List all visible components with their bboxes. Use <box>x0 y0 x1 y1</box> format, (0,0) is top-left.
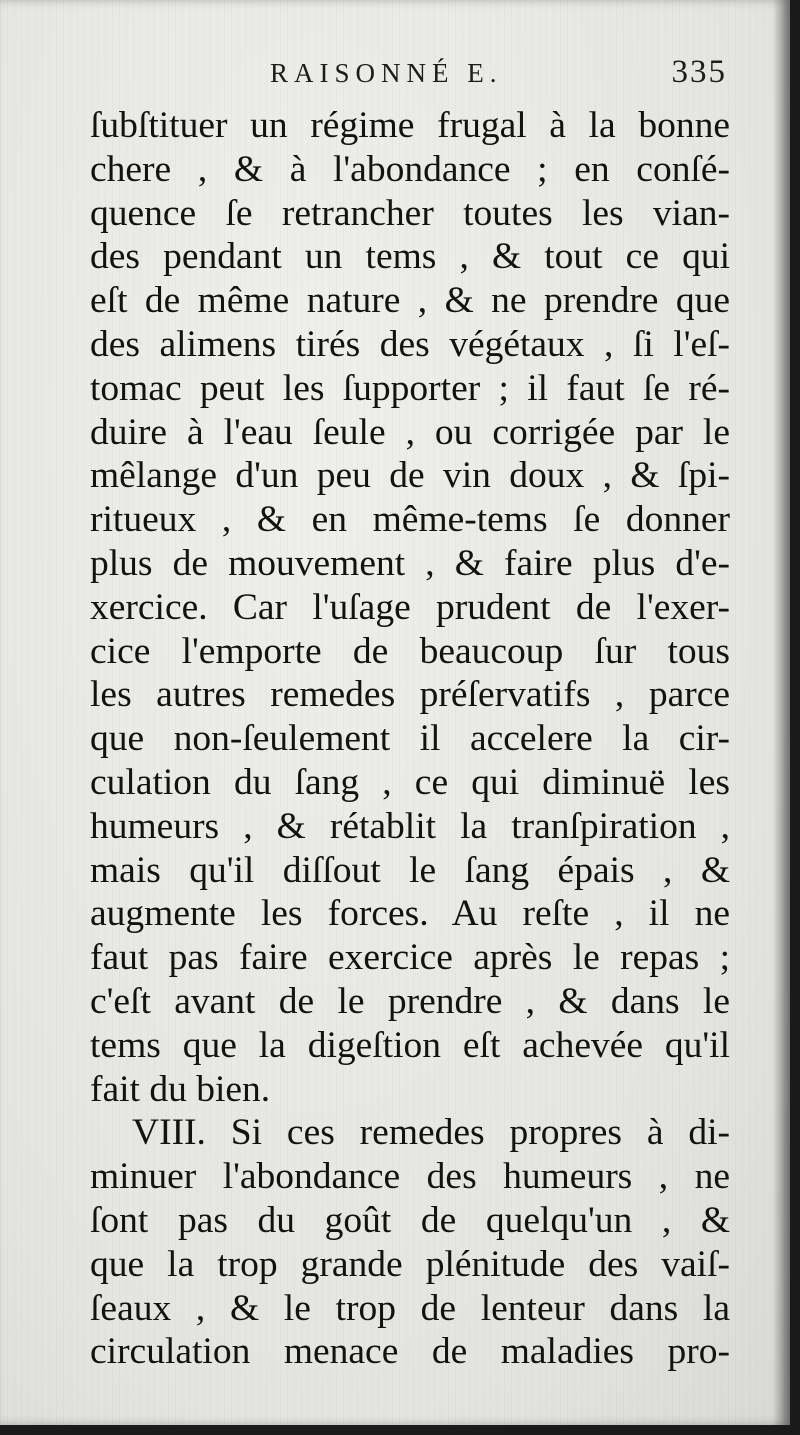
text-line: plus de mouvement , & faire plus d'e- <box>90 542 730 584</box>
text-line: c'eſt avant de le prendre , & dans le <box>90 980 730 1022</box>
text-line: tems que la digeſtion eſt achevée qu'il <box>90 1024 730 1066</box>
text-line: culation du ſang , ce qui diminuë les <box>90 761 730 803</box>
text-line: des alimens tirés des végétaux , ſi l'eſ- <box>90 323 730 365</box>
text-line: que non-ſeulement il accelere la cir- <box>90 718 730 760</box>
text-line: mais qu'il diſſout le ſang épais , & <box>90 849 730 891</box>
text-line: faut pas faire exercice après le repas ; <box>90 937 730 979</box>
text-line: quence ſe retrancher toutes les vian- <box>90 192 730 234</box>
running-title: RAISONNÉ E. <box>270 58 503 88</box>
page-edge-shadow <box>772 0 790 1425</box>
text-line: mêlange d'un peu de vin doux , & ſpi- <box>90 455 730 497</box>
page-number: 335 <box>671 54 727 90</box>
text-line: eſt de même nature , & ne prendre que <box>90 280 730 322</box>
text-line: chere , & à l'abondance ; en conſé- <box>90 148 730 190</box>
text-line: circulation menace de maladies pro- <box>90 1331 730 1373</box>
text-line-section-start: VIII. Si ces remedes propres à di- <box>132 1112 730 1154</box>
text-line: les autres remedes préſervatifs , parce <box>90 674 730 716</box>
text-line: cice l'emporte de beaucoup ſur tous <box>90 630 730 672</box>
text-line-paragraph-end: fait du bien. <box>90 1068 271 1110</box>
text-line: ſeaux , & le trop de lenteur dans la <box>90 1287 730 1329</box>
text-line: humeurs , & rétablit la tranſpiration , <box>90 805 730 847</box>
body-text <box>90 104 730 1374</box>
text-line: ſont pas du goût de quelqu'un , & <box>90 1199 730 1241</box>
text-line: xercice. Car l'uſage prudent de l'exer- <box>90 586 730 628</box>
text-line: des pendant un tems , & tout ce qui <box>90 236 730 278</box>
text-line: duire à l'eau ſeule , ou corrigée par le <box>90 411 730 453</box>
text-line: tomac peut les ſupporter ; il faut ſe ré- <box>90 367 730 409</box>
text-line: que la trop grande plénitude des vaiſ- <box>90 1243 730 1285</box>
text-line: minuer l'abondance des humeurs , ne <box>90 1156 730 1198</box>
page-header <box>90 54 735 98</box>
text-line: ſubſtituer un régime frugal à la bonne <box>90 105 730 146</box>
text-line: ritueux , & en même-tems ſe donner <box>90 499 730 541</box>
text-line: augmente les forces. Au reſte , il ne <box>90 893 730 935</box>
